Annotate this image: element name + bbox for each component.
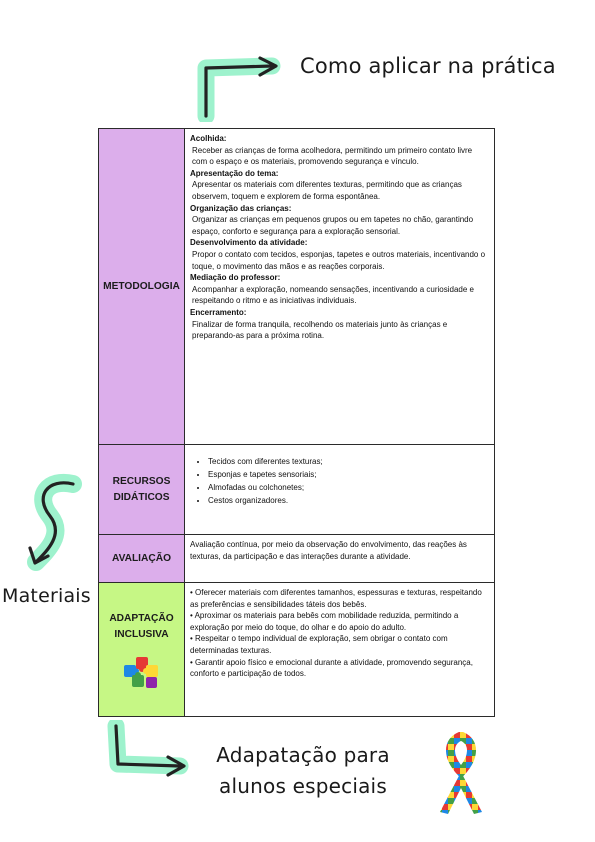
avaliacao-content: Avaliação contínua, por meio da observação do envolvimento, das reações às texturas, da participação e das interações durante a atividade. <box>185 535 495 583</box>
list-item: • Garantir apoio físico e emocional durante a atividade, promovendo segurança, conforto e participação de todos. <box>190 657 473 679</box>
block-title: Acolhida: <box>190 134 227 143</box>
left-curved-arrow-icon <box>18 470 90 574</box>
top-arrow-icon <box>192 50 292 122</box>
bottom-arrow-icon <box>100 720 196 782</box>
block-text: Finalizar de forma tranquila, recolhendo os materiais junto às crianças e preparando-as para a próxima rotina. <box>192 319 448 341</box>
list-item: • Tecidos com diferentes texturas; <box>208 455 488 468</box>
block-title: Desenvolvimento da atividade: <box>190 238 308 248</box>
avaliacao-row <box>99 535 495 583</box>
adaptacao-header-line1: ADAPTAÇÃO <box>109 613 174 624</box>
adaptacao-header <box>99 583 185 717</box>
metodologia-content <box>185 129 495 445</box>
block-organizacao <box>190 203 488 238</box>
list-item: • Aproximar os materiais para bebês com mobilidade reduzida, permitindo a exploração por meio do toque, do olhar e do apoio do adulto. <box>190 611 459 632</box>
avaliacao-header: AVALIAÇÃO <box>99 535 185 583</box>
block-acolhida <box>190 133 488 168</box>
list-item: • Cestos organizadores. <box>208 494 488 507</box>
recursos-header-line1: RECURSOS <box>112 475 171 487</box>
list-item: • Esponjas e tapetes sensoriais; <box>208 468 488 481</box>
block-text: Receber as crianças de forma acolhedora, permitindo um primeiro contato livre com o espaço e os materiais, promovendo segurança e vínculo. <box>192 145 473 167</box>
block-mediacao <box>190 272 488 307</box>
block-title: Encerramento: <box>190 307 247 317</box>
block-text: Organizar as crianças em pequenos grupos ou em tapetes no chão, garantindo espaço, conforto e segurança para a exploração sensorial. <box>192 215 474 236</box>
block-title: Mediação do professor: <box>190 273 281 283</box>
block-text: Propor o contato com tecidos, esponjas, tapetes e outros materiais, incentivando o toque, o movimento das mãos e as reações corporais. <box>192 249 486 271</box>
metodologia-header: METODOLOGIA <box>99 129 185 445</box>
adaptacao-content <box>185 583 495 717</box>
block-desenvolvimento <box>190 237 488 272</box>
list-item: • Oferecer materiais com diferentes tamanhos, espessuras e texturas, respeitando as preferências e sensibilidades táteis dos bebês. <box>190 588 482 609</box>
block-title: Organização das crianças: <box>190 203 292 213</box>
block-text: Apresentar os materiais com diferentes texturas, permitindo que as crianças observem, toquem e explorem de forma espontânea. <box>192 180 462 201</box>
side-annotation-label: Materiais <box>2 585 91 607</box>
list-item: • Respeitar o tempo individual de exploração, sem obrigar o contato com determinadas texturas. <box>190 634 448 655</box>
recursos-header <box>99 445 185 535</box>
metodologia-row <box>99 129 495 445</box>
list-item: • Almofadas ou colchonetes; <box>208 481 488 494</box>
lesson-plan-table <box>98 128 495 717</box>
autism-awareness-ribbon-icon <box>430 732 492 818</box>
adaptacao-row <box>99 583 495 717</box>
recursos-row <box>99 445 495 535</box>
bottom-annotation-label: Adapatação para alunos especiais <box>216 743 390 798</box>
recursos-content <box>185 445 495 535</box>
block-text: Acompanhar a exploração, nomeando sensações, incentivando a curiosidade e respeitando o ritmo e as iniciativas individuais. <box>192 284 474 306</box>
block-title: Apresentação do tema: <box>190 168 279 178</box>
block-apresentacao <box>190 168 488 203</box>
recursos-header-line2: DIDÁTICOS <box>113 491 170 503</box>
adaptacao-header-line2: INCLUSIVA <box>114 629 169 640</box>
block-encerramento <box>190 307 488 342</box>
top-annotation-label: Como aplicar na prática <box>300 54 556 78</box>
puzzle-pieces-icon <box>122 655 162 691</box>
